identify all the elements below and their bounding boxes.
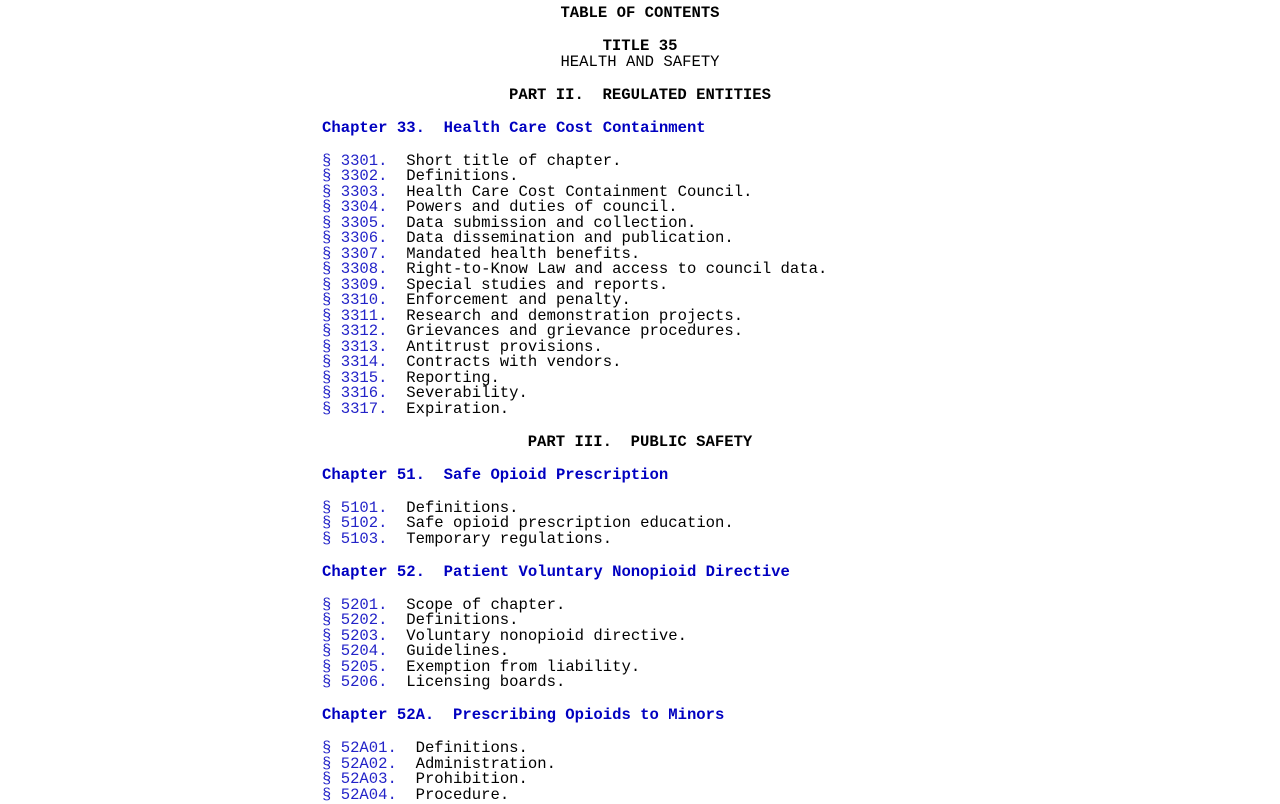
section-title: Administration.: [415, 754, 556, 773]
section-title: Contracts with vendors.: [406, 353, 622, 371]
section-link[interactable]: § 3303.: [322, 182, 388, 201]
section-link[interactable]: § 3315.: [322, 368, 388, 387]
section-title: Antitrust provisions.: [406, 337, 603, 356]
section-title: Data submission and collection.: [406, 213, 697, 232]
section-link[interactable]: § 3309.: [322, 275, 388, 294]
section-list: [322, 498, 958, 548]
section-link[interactable]: § 3317.: [322, 399, 388, 418]
section-list: [322, 741, 958, 803]
section-title: Grievances and grievance procedures.: [406, 322, 744, 340]
section-link[interactable]: § 3307.: [322, 244, 388, 263]
toc-heading: TABLE OF CONTENTS: [560, 4, 720, 22]
section-link[interactable]: § 52A04.: [322, 785, 397, 804]
section-link[interactable]: § 5202.: [322, 611, 388, 629]
section-link[interactable]: § 5204.: [322, 642, 388, 660]
section-title: Enforcement and penalty.: [406, 291, 631, 309]
section-title: Scope of chapter.: [406, 595, 566, 614]
section-title: Safe opioid prescription education.: [406, 514, 734, 532]
section-title: Temporary regulations.: [406, 529, 613, 548]
section-link[interactable]: § 3311.: [322, 306, 388, 325]
section-link[interactable]: § 52A02.: [322, 754, 397, 773]
section-entry: [322, 675, 958, 691]
chapter-link[interactable]: Chapter 52A. Prescribing Opioids to Minors: [322, 706, 725, 724]
section-link[interactable]: § 3316.: [322, 384, 388, 402]
section-title: Definitions.: [406, 498, 519, 517]
section-entry: [322, 399, 958, 418]
section-title: Definitions.: [415, 739, 528, 757]
section-title: Exemption from liability.: [406, 657, 641, 676]
section-title: Right-to-Know Law and access to council data.: [406, 260, 828, 278]
section-title: Expiration.: [406, 399, 510, 418]
section-link[interactable]: § 3310.: [322, 291, 388, 309]
part-heading: PART II. REGULATED ENTITIES: [508, 85, 772, 104]
section-title: Definitions.: [406, 167, 519, 185]
table-of-contents: [322, 6, 958, 803]
section-title: Special studies and reports.: [406, 275, 669, 294]
section-link[interactable]: § 52A03.: [322, 770, 397, 788]
section-link[interactable]: § 3313.: [322, 337, 388, 356]
section-title: Short title of chapter.: [406, 151, 622, 170]
section-title: Guidelines.: [406, 642, 510, 660]
section-title: Voluntary nonopioid directive.: [406, 626, 687, 645]
section-link[interactable]: § 5101.: [322, 498, 388, 517]
section-link[interactable]: § 3314.: [322, 353, 388, 371]
spacer: [322, 70, 958, 88]
section-title: Data dissemination and publication.: [406, 229, 734, 247]
section-link[interactable]: § 3305.: [322, 213, 388, 232]
title-name: HEALTH AND SAFETY: [560, 52, 720, 71]
section-title: Research and demonstration projects.: [406, 306, 744, 325]
section-list: [322, 151, 958, 418]
section-link[interactable]: § 5102.: [322, 514, 388, 532]
section-title: Reporting.: [406, 368, 500, 387]
section-link[interactable]: § 5103.: [322, 529, 388, 548]
section-link[interactable]: § 5206.: [322, 673, 388, 691]
chapter-link[interactable]: Chapter 52. Patient Voluntary Nonopioid Directive: [322, 562, 790, 581]
section-link[interactable]: § 3304.: [322, 198, 388, 216]
section-link[interactable]: § 3302.: [322, 167, 388, 185]
section-link[interactable]: § 52A01.: [322, 739, 397, 757]
section-title: Powers and duties of council.: [406, 198, 678, 216]
section-title: Definitions.: [406, 611, 519, 629]
section-entry: [322, 785, 958, 804]
section-title: Procedure.: [415, 785, 510, 804]
section-link[interactable]: § 3301.: [322, 151, 388, 170]
section-link[interactable]: § 5201.: [322, 595, 388, 614]
section-title: Mandated health benefits.: [406, 244, 641, 263]
section-title: Health Care Cost Containment Council.: [406, 182, 753, 201]
section-title: Prohibition.: [415, 770, 528, 788]
chapter-link[interactable]: Chapter 33. Health Care Cost Containment: [322, 118, 706, 137]
spacer: [322, 417, 958, 435]
section-link[interactable]: § 5205.: [322, 657, 388, 676]
section-link[interactable]: § 3306.: [322, 229, 388, 247]
section-title: Licensing boards.: [406, 673, 566, 691]
section-link[interactable]: § 3308.: [322, 260, 388, 278]
section-list: [322, 595, 958, 691]
part-heading: PART III. PUBLIC SAFETY: [527, 432, 753, 451]
title-number: TITLE 35: [602, 37, 678, 55]
section-link[interactable]: § 3312.: [322, 322, 388, 340]
section-entry: [322, 529, 958, 548]
section-link[interactable]: § 5203.: [322, 626, 388, 645]
chapter-link[interactable]: Chapter 51. Safe Opioid Prescription: [322, 465, 669, 484]
section-title: Severability.: [406, 384, 528, 402]
